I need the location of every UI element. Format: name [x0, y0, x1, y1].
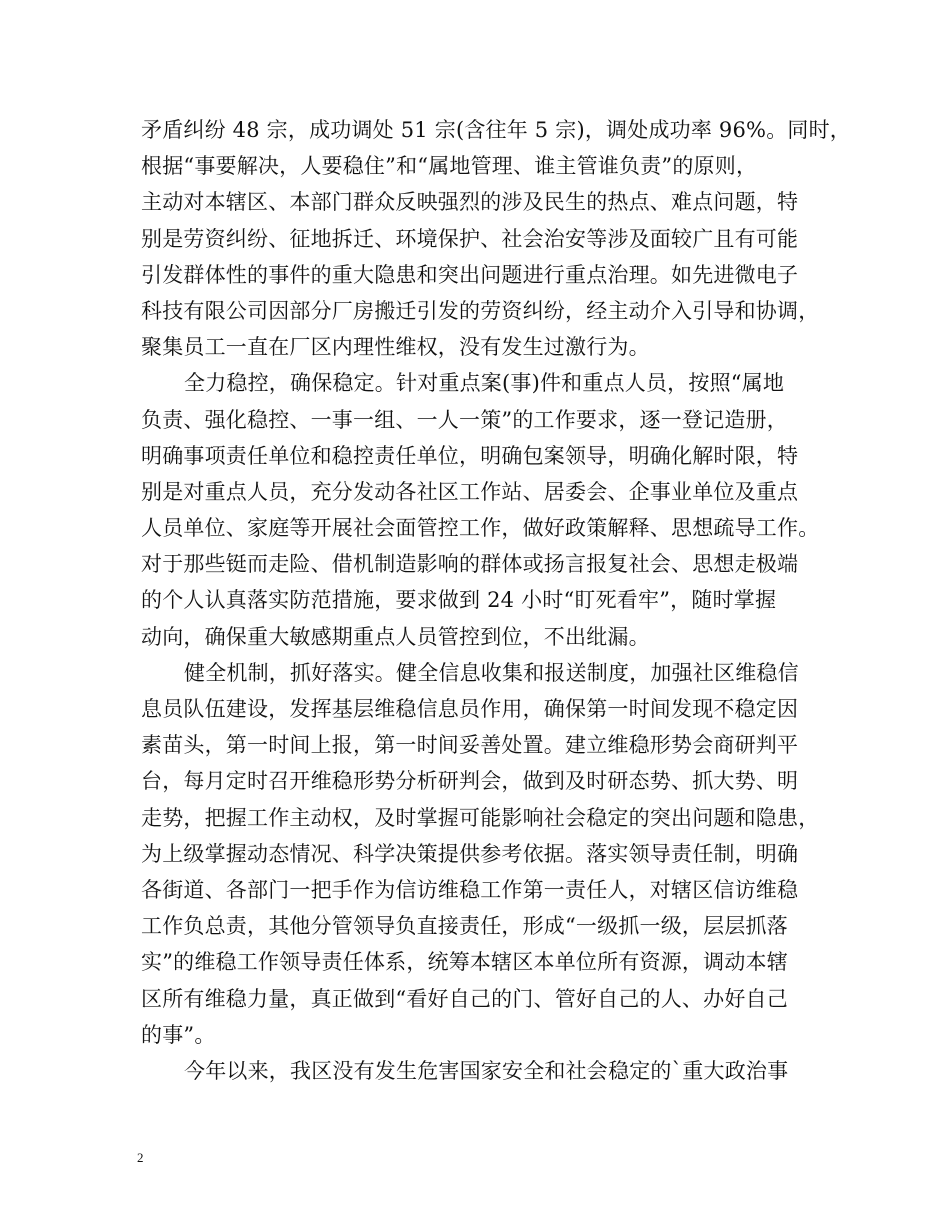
text-line: 科技有限公司因部分厂房搬迁引发的劳资纠纷，经主动介入引导和协调，	[141, 298, 820, 323]
text-line: 为上级掌握动态情况、科学决策提供参考依据。落实领导责任制，明确	[141, 841, 799, 866]
text-line: 矛盾纠纷 48 宗，成功调处 51 宗(含往年 5 宗)，调处成功率 96%。同时，	[141, 118, 851, 142]
text-line: 根据“事要解决，人要稳住”和“属地管理、谁主管谁负责”的原则，	[141, 154, 758, 179]
text-line: 明确事项责任单位和稳控责任单位，明确包案领导，明确化解时限，特	[141, 443, 799, 468]
page-number: 2	[137, 1150, 144, 1165]
text-line: 聚集员工一直在厂区内理性维权，没有发生过激行为。	[141, 335, 650, 360]
text-line: 全力稳控，确保稳定。针对重点案(事)件和重点人员，按照“属地	[184, 371, 785, 396]
text-line: 健全机制，抓好落实。健全信息收集和报送制度，加强社区维稳信	[184, 660, 799, 685]
text-line: 区所有维稳力量，真正做到“看好自己的门、管好自己的人、办好自己	[141, 986, 788, 1011]
text-line: 别是对重点人员，充分发动各社区工作站、居委会、企事业单位及重点	[141, 479, 799, 504]
text-line: 素苗头，第一时间上报，第一时间妥善处置。建立维稳形势会商研判平	[141, 733, 799, 758]
text-line: 走势，把握工作主动权，及时掌握可能影响社会稳定的突出问题和隐患，	[141, 805, 820, 830]
text-line: 的事”。	[141, 1022, 216, 1047]
text-line: 实”的维稳工作领导责任体系，统筹本辖区本单位所有资源，调动本辖	[141, 950, 788, 975]
text-line: 息员队伍建设，发挥基层维稳信息员作用，确保第一时间发现不稳定因	[141, 697, 799, 721]
text-line: 别是劳资纠纷、征地拆迁、环境保护、社会治安等涉及面较广且有可能	[141, 226, 799, 251]
text-line: 引发群体性的事件的重大隐患和突出问题进行重点治理。如先进微电子	[141, 262, 799, 287]
text-line: 负责、强化稳控、一事一组、一人一策”的工作要求，逐一登记造册，	[141, 407, 788, 432]
document-body	[141, 112, 851, 1089]
text-line: 对于那些铤而走险、借机制造影响的群体或扬言报复社会、思想走极端	[141, 552, 799, 577]
text-line: 各街道、各部门一把手作为信访维稳工作第一责任人，对辖区信访维稳	[141, 877, 799, 902]
text-line: 工作负总责，其他分管领导负直接责任，形成“一级抓一级，层层抓落	[141, 914, 788, 939]
text-line: 人员单位、家庭等开展社会面管控工作，做好政策解释、思想疏导工作。	[141, 516, 820, 541]
text-line: 今年以来，我区没有发生危害国家安全和社会稳定的`重大政治事	[184, 1058, 789, 1083]
text-line: 主动对本辖区、本部门群众反映强烈的涉及民生的热点、难点问题，特	[141, 190, 799, 215]
text-line: 台，每月定时召开维稳形势分析研判会，做到及时研态势、抓大势、明	[141, 769, 799, 794]
text-line: 动向，确保重大敏感期重点人员管控到位，不出纰漏。	[141, 624, 650, 649]
text-line: 的个人认真落实防范措施，要求做到 24 小时“盯死看牢”，随时掌握	[141, 588, 777, 613]
